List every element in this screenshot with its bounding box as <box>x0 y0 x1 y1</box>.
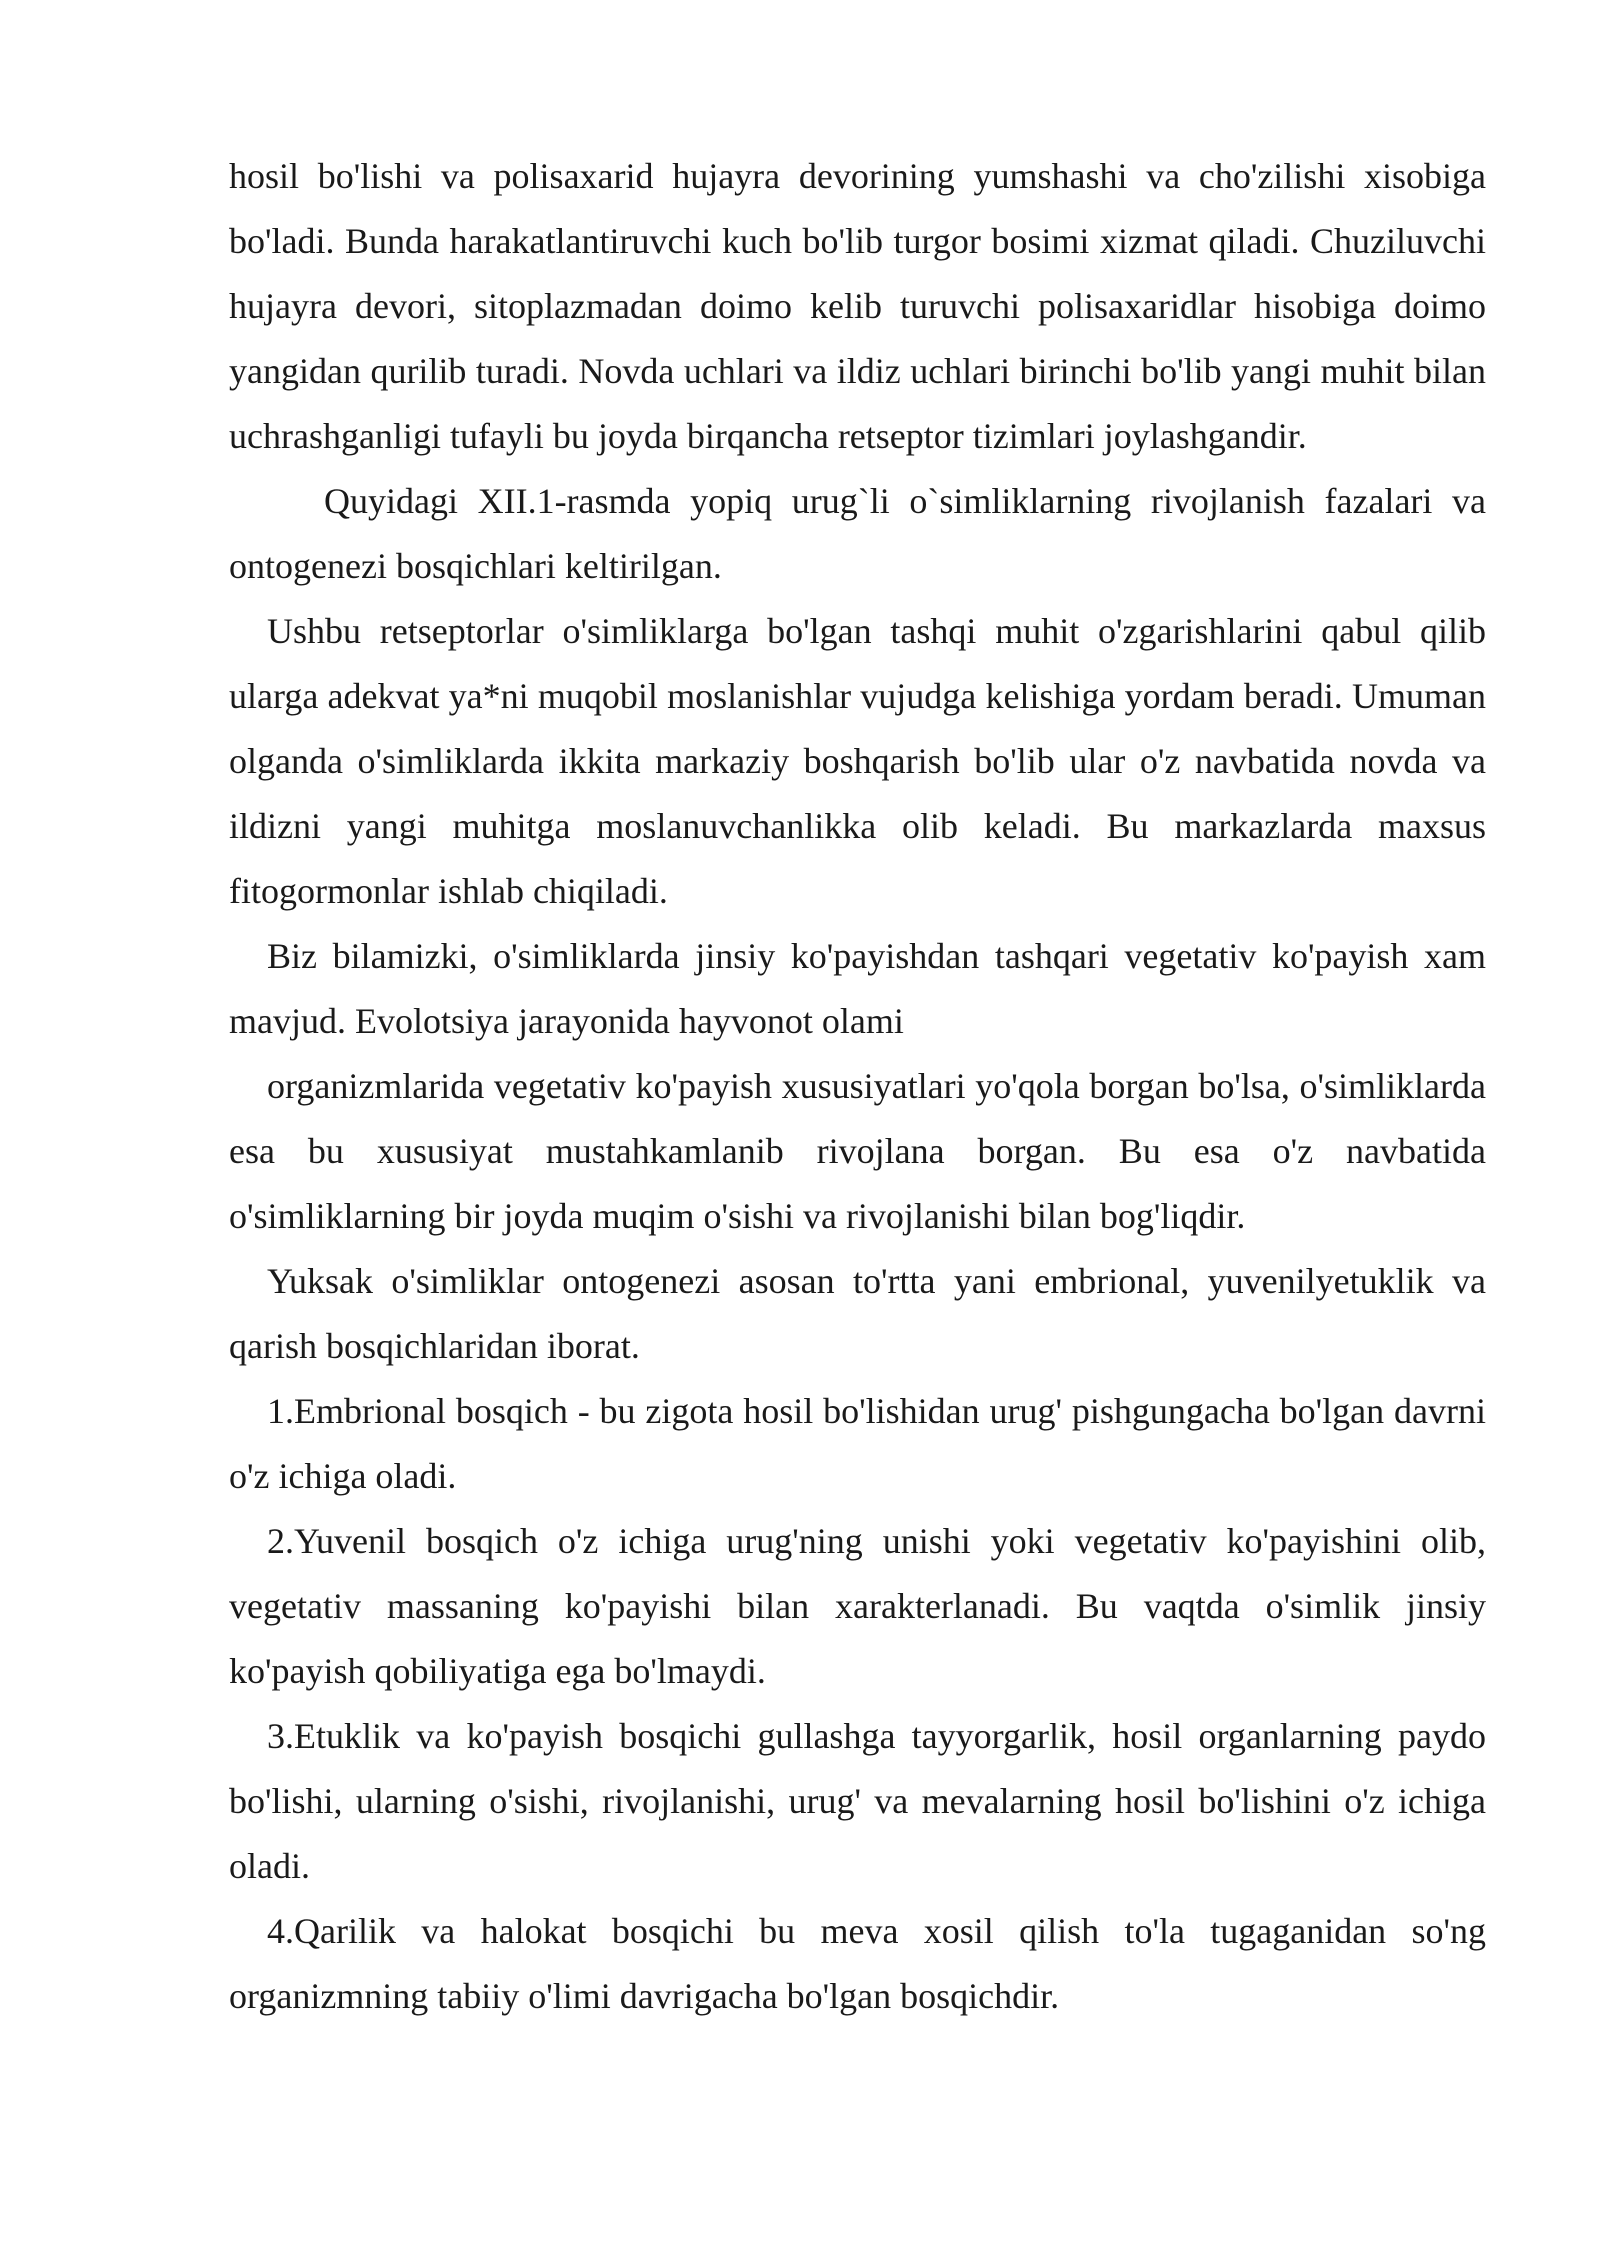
list-item-juvenile-stage: 2.Yuvenil bosqich o'z ichiga urug'ning unishi yoki vegetativ ko'payishini olib, vegetativ massaning ko'payishi bilan xarakterlanadi. Bu vaqtda o'simlik jinsiy ko'payish qobiliyatiga ega bo'lmaydi. <box>229 1521 1486 1691</box>
document-body <box>229 144 1486 2029</box>
paragraph-receptors: Ushbu retseptorlar o'simliklarga bo'lgan tashqi muhit o'zgarishlarini qabul qilib ularga adekvat ya*ni muqobil moslanishlar vujudga kelishiga yordam beradi. Umuman olganda o'simliklarda ikkita markaziy boshqarish bo'lib ular o'z navbatida novda va ildizni yangi muhitga moslanuvchanlikka olib keladi. Bu markazlarda maxsus fitogormonlar ishlab chiqiladi. <box>229 611 1486 911</box>
paragraph-figure-reference: Quyidagi XII.1-rasmda yopiq urug`li o`simliklarning rivojlanish fazalari va ontogenezi bosqichlari keltirilgan. <box>229 481 1486 586</box>
paragraph-vegetative-evolution: organizmlarida vegetativ ko'payish xususiyatlari yo'qola borgan bo'lsa, o'simliklarda esa bu xususiyat mustahkamlanib rivojlana borgan. Bu esa o'z navbatida o'simliklarning bir joyda muqim o'sishi va rivojlanishi bilan bog'liqdir. <box>229 1066 1486 1236</box>
paragraph-ontogenesis-stages: Yuksak o'simliklar ontogenezi asosan to'rtta yani embrional, yuvenilyetuklik va qarish bosqichlaridan iborat. <box>229 1261 1486 1366</box>
list-item-embryonic-stage: 1.Embrional bosqich - bu zigota hosil bo'lishidan urug' pishgungacha bo'lgan davrni o'z ichiga oladi. <box>229 1391 1486 1496</box>
list-item-senescence-stage: 4.Qarilik va halokat bosqichi bu meva xosil qilish to'la tugaganidan so'ng organizmning tabiiy o'limi davrigacha bo'lgan bosqichdir. <box>229 1911 1486 2016</box>
list-item-maturity-stage: 3.Etuklik va ko'payish bosqichi gullashga tayyorgarlik, hosil organlarning paydo bo'lishi, ularning o'sishi, rivojlanishi, urug' va mevalarning hosil bo'lishini o'z ichiga oladi. <box>229 1716 1486 1886</box>
paragraph-vegetative-reproduction: Biz bilamizki, o'simliklarda jinsiy ko'payishdan tashqari vegetativ ko'payish xam mavjud. Evolotsiya jarayonida hayvonot olami <box>229 936 1486 1041</box>
paragraph-cell-wall-growth: hosil bo'lishi va polisaxarid hujayra devorining yumshashi va cho'zilishi xisobiga bo'ladi. Bunda harakatlantiruvchi kuch bo'lib turgor bosimi xizmat qiladi. Chuziluvchi hujayra devori, sitoplazmadan doimo kelib turuvchi polisaxaridlar hisobiga doimo yangidan qurilib turadi. Novda uchlari va ildiz uchlari birinchi bo'lib yangi muhit bilan uchrashganligi tufayli bu joyda birqancha retseptor tizimlari joylashgandir. <box>229 156 1486 456</box>
